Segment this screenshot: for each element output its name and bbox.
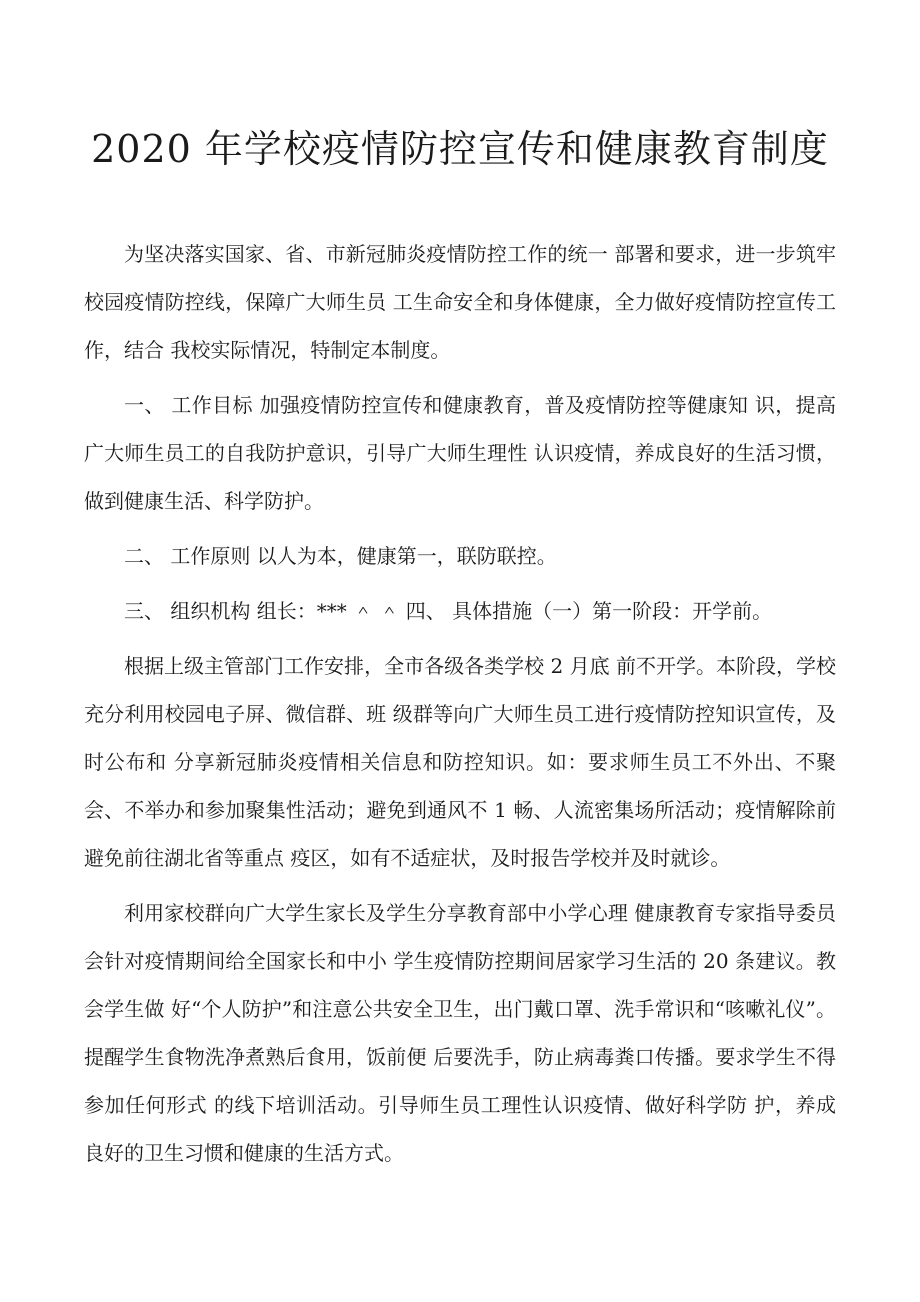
intro-paragraph: 为坚决落实国家、省、市新冠肺炎疫情防控工作的统一 部署和要求，进一步筑牢校园疫情防控线，保障广大师生员 工生命安全和身体健康，全力做好疫情防控宣传工作，结合 我校实际情况，特制定本制度。 xyxy=(84,242,836,362)
section-work-goal: 一、 工作目标 加强疫情防控宣传和健康教育，普及疫情防控等健康知 识，提高广大师生员工的自我防护意识，引导广大师生理性 认识疫情，养成良好的生活习惯，做到健康生活、科学防护。 xyxy=(84,393,836,513)
section-organization-measures: 三、 组织机构 组长：*** ＾ ＾ 四、 具体措施（一）第一阶段：开学前。 xyxy=(124,599,773,623)
document-body xyxy=(84,230,836,1184)
section-work-principle: 二、 工作原则 以人为本，健康第一，联防联控。 xyxy=(124,544,557,568)
home-school-paragraph: 利用家校群向广大学生家长及学生分享教育部中小学心理 健康教育专家指导委员会针对疫情期间给全国家长和中小 学生疫情防控期间居家学习生活的 20 条建议。教会学生做 好“个人防护”和注意公共安全卫生，出门戴口罩、洗手常识和“咳嗽礼仪”。提醒学生食物洗净煮熟后食用，饭前便 后要洗手，防止病毒粪口传播。要求学生不得参加任何形式 的线下培训活动。引导师生员工理性认识疫情、做好科学防 护，养成良好的卫生习惯和健康的生活方式。 xyxy=(84,901,836,1165)
document-title: 2020 年学校疫情防控宣传和健康教育制度 xyxy=(91,127,829,171)
stage-one-paragraph: 根据上级主管部门工作安排，全市各级各类学校 2 月底 前不开学。本阶段，学校充分利用校园电子屏、微信群、班 级群等向广大师生员工进行疫情防控知识宣传，及时公布和 分享新冠肺炎疫情相关信息和防控知识。如：要求师生员工不外出、不聚会、不举办和参加聚集性活动；避免到通风不 1 畅、人流密集场所活动；疫情解除前避免前往湖北省等重点 疫区，如有不适症状，及时报告学校并及时就诊。 xyxy=(84,654,836,870)
